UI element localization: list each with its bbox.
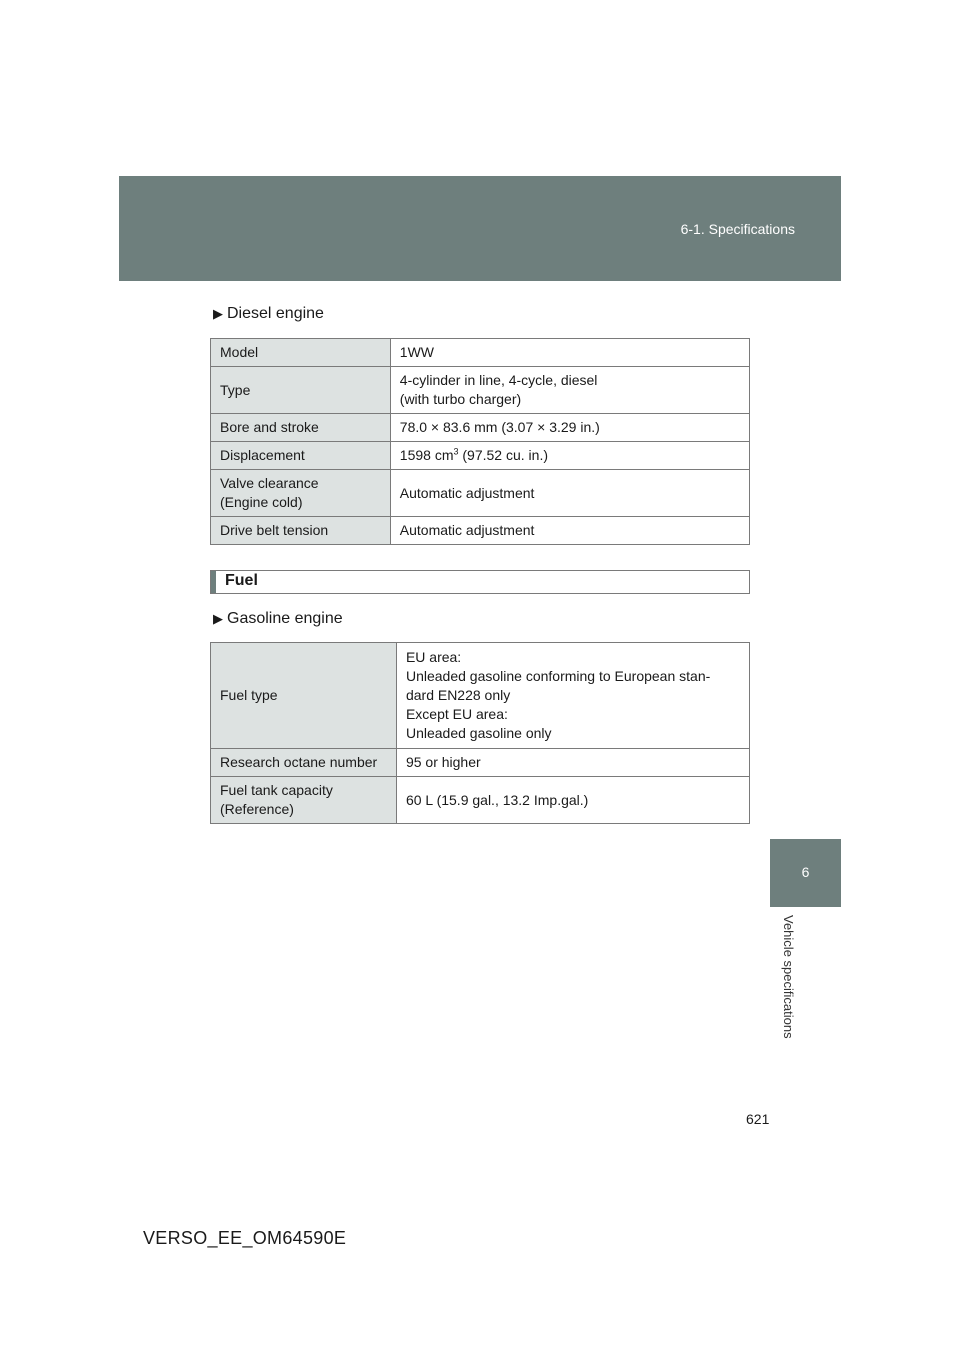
spec-key: Research octane number xyxy=(211,749,397,777)
fuel-spec-table xyxy=(210,642,750,824)
spec-key: Drive belt tension xyxy=(211,517,391,545)
spec-value: 60 L (15.9 gal., 13.2 Imp.gal.) xyxy=(396,777,749,824)
spec-key: Type xyxy=(211,367,391,414)
spec-key xyxy=(211,777,397,824)
table-row xyxy=(211,470,750,517)
spec-value: 78.0 × 83.6 mm (3.07 × 3.29 in.) xyxy=(390,414,749,442)
triangle-bullet-icon: ▶ xyxy=(213,611,223,626)
table-row xyxy=(211,777,750,824)
header-band xyxy=(119,176,841,281)
diesel-spec-table xyxy=(210,338,750,545)
table-row xyxy=(211,517,750,545)
table-row xyxy=(211,367,750,414)
spec-value-line: Unleaded gasoline conforming to European stan- xyxy=(405,668,711,684)
spec-key: Fuel type xyxy=(211,643,397,749)
table-row xyxy=(211,442,750,470)
spec-value-line: Unleaded gasoline only xyxy=(405,725,552,741)
table-row xyxy=(211,339,750,367)
spec-value-line: (with turbo charger) xyxy=(399,391,522,407)
spec-key: Displacement xyxy=(211,442,391,470)
spec-key: Bore and stroke xyxy=(211,414,391,442)
section-title: 6-1. Specifications xyxy=(680,221,795,237)
chapter-tab[interactable] xyxy=(770,839,841,907)
table-row xyxy=(211,749,750,777)
spec-key-line: Fuel tank capacity xyxy=(220,782,333,798)
spec-value xyxy=(390,442,749,470)
spec-value xyxy=(396,643,749,749)
gasoline-heading xyxy=(213,610,343,628)
superscript: 3 xyxy=(453,446,459,457)
document-code: VERSO_EE_OM64590E xyxy=(143,1228,347,1248)
fuel-section-header xyxy=(210,570,750,594)
page-number: 621 xyxy=(746,1111,770,1127)
spec-value-part: (97.52 cu. in.) xyxy=(458,447,548,463)
spec-key xyxy=(211,470,391,517)
table-row xyxy=(211,414,750,442)
diesel-heading xyxy=(213,305,324,323)
spec-value-line: dard EN228 only xyxy=(405,687,511,703)
spec-key-line: Valve clearance xyxy=(220,475,319,491)
diesel-heading-text: Diesel engine xyxy=(227,305,324,322)
spec-value-line: 4-cylinder in line, 4-cycle, diesel xyxy=(399,372,598,388)
spec-key-line: (Reference) xyxy=(220,801,294,817)
chapter-label: Vehicle specifications xyxy=(781,915,796,1039)
spec-value-line: EU area: xyxy=(405,649,462,665)
spec-value: Automatic adjustment xyxy=(390,470,749,517)
spec-key-line: (Engine cold) xyxy=(220,494,303,510)
spec-value-line: Except EU area: xyxy=(405,706,508,722)
spec-value: 95 or higher xyxy=(396,749,749,777)
spec-value: Automatic adjustment xyxy=(390,517,749,545)
table-row xyxy=(211,643,750,749)
spec-value-part: 1598 cm xyxy=(399,447,454,463)
fuel-section-title: Fuel xyxy=(225,572,258,589)
spec-key: Model xyxy=(211,339,391,367)
gasoline-heading-text: Gasoline engine xyxy=(227,610,343,627)
spec-value: 1WW xyxy=(390,339,749,367)
spec-value xyxy=(390,367,749,414)
section-accent xyxy=(211,571,216,593)
triangle-bullet-icon: ▶ xyxy=(213,306,223,321)
chapter-number: 6 xyxy=(801,864,810,880)
